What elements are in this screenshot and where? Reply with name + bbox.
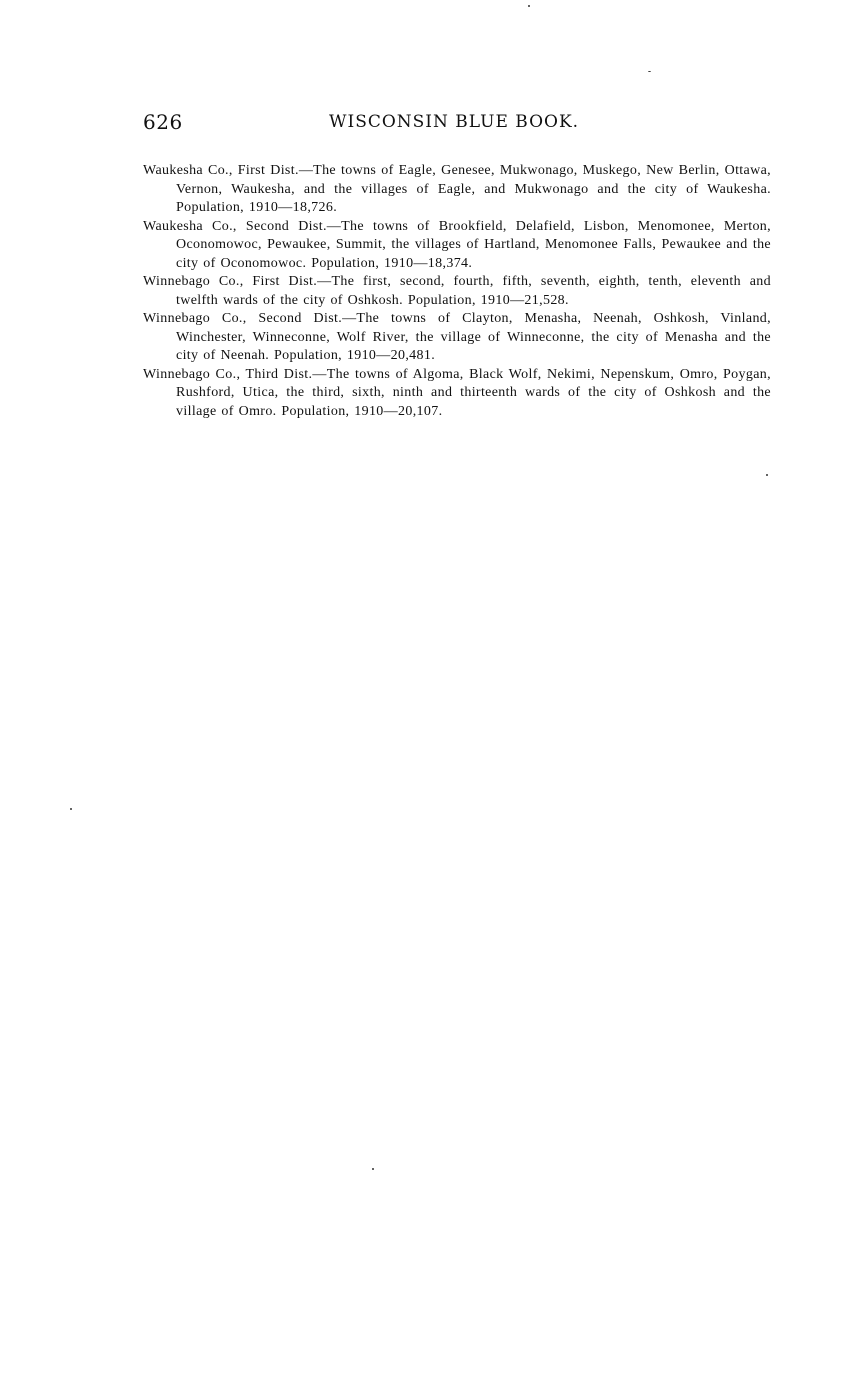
scan-speck (528, 5, 530, 7)
scan-speck (372, 1168, 374, 1170)
running-title: WISCONSIN BLUE BOOK. (329, 112, 580, 132)
district-entry-waukesha-first: Waukesha Co., First Dist.—The towns of Eagle, Genesee, Mukwonago, Muskego, New Berlin, Ottawa, Vernon, Waukesha, and the villages of Eagle, and Mukwonago and the city of Waukesha. Population, 1910—18,726. (143, 163, 771, 215)
district-entry-winnebago-first: Winnebago Co., First Dist.—The first, second, fourth, fifth, seventh, eighth, tenth, eleventh and twelfth wards of the city of Oshkosh. Population, 1910—21,528. (143, 274, 771, 308)
scan-speck (766, 474, 768, 476)
district-entries (143, 162, 771, 421)
page-number: 626 (143, 110, 183, 134)
district-entry-waukesha-second: Waukesha Co., Second Dist.—The towns of Brookfield, Delafield, Lisbon, Menomonee, Merton, Oconomowoc, Pewaukee, Summit, the villages of Hartland, Menomonee Falls, Pewaukee and the city of Oconomowoc. Population, 1910—18,374. (143, 218, 771, 271)
district-entry-winnebago-third: Winnebago Co., Third Dist.—The towns of Algoma, Black Wolf, Nekimi, Nepenskum, Omro, Poygan, Rushford, Utica, the third, sixth, ninth and thirteenth wards of the city of Oshkosh and the village of Omro. Population, 1910—20,107. (143, 366, 771, 419)
scan-speck (648, 71, 651, 72)
district-entry-winnebago-second: Winnebago Co., Second Dist.—The towns of Clayton, Menasha, Neenah, Oshkosh, Vinland, Winchester, Winneconne, Wolf River, the village of Winneconne, the city of Menasha and the city of Neenah. Population, 1910—20,481. (143, 311, 771, 363)
scan-speck (70, 808, 72, 810)
page-header (143, 110, 771, 138)
